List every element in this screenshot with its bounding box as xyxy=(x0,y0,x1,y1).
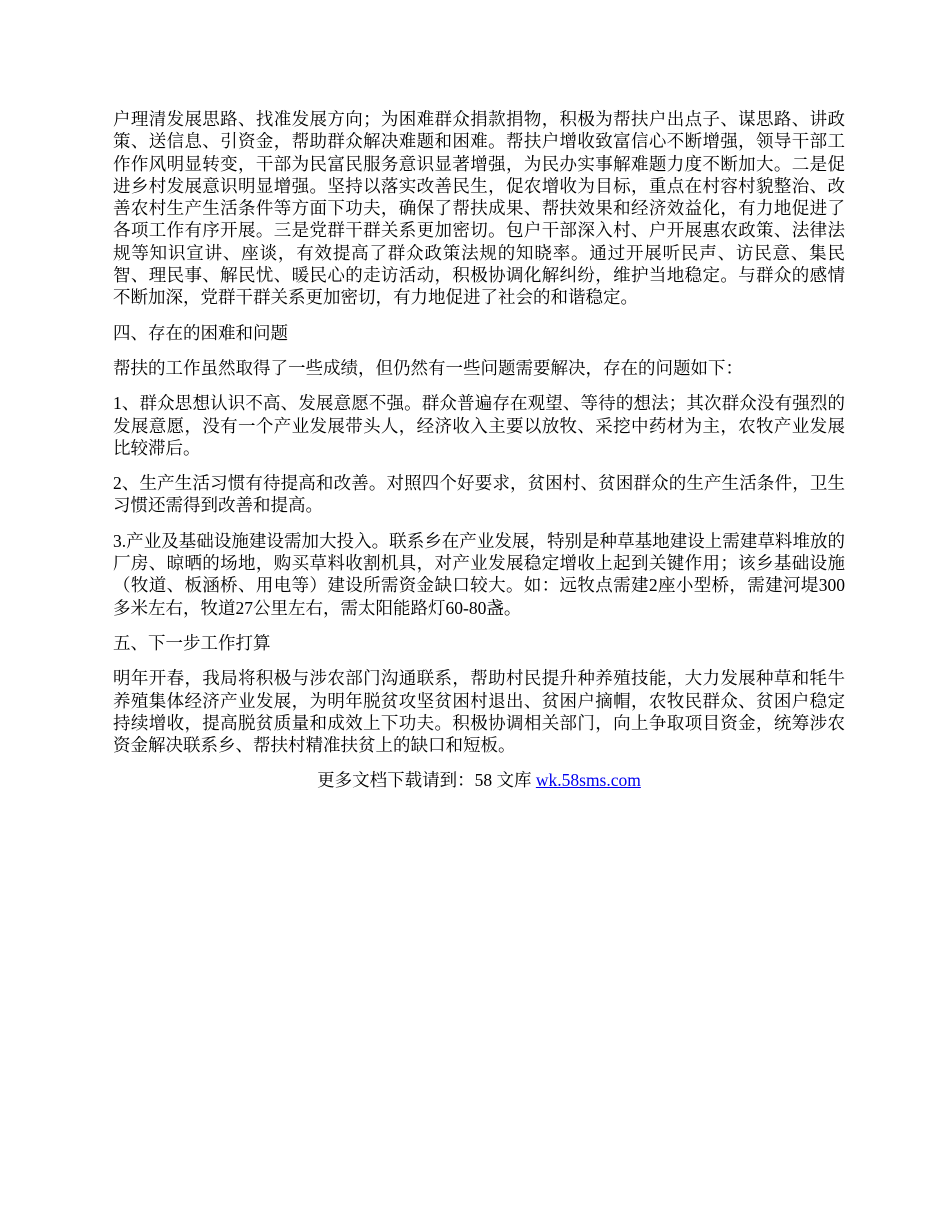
paragraph-problem-3: 3.产业及基础设施建设需加大投入。联系乡在产业发展，特别是种草基地建设上需建草料堆放的厂房、晾晒的场地，购买草料收割机具，对产业发展稳定增收上起到关键作用；该乡基础设施（牧道、板涵桥、用电等）建设所需资金缺口较大。如：远牧点需建2座小型桥，需建河堤300多米左右，牧道27公里左右，需太阳能路灯60-80盏。 xyxy=(113,530,845,618)
section-heading-difficulties: 四、存在的困难和问题 xyxy=(113,322,288,343)
footer-text: 更多文档下载请到：58 文库 xyxy=(317,770,536,791)
document-body xyxy=(113,108,845,792)
paragraph-next-steps: 明年开春，我局将积极与涉农部门沟通联系，帮助村民提升种养殖技能，大力发展种草和牦牛养殖集体经济产业发展，为明年脱贫攻坚贫困村退出、贫困户摘帽，农牧民群众、贫困户稳定持续增收，提高脱贫质量和成效上下功夫。积极协调相关部门，向上争取项目资金，统筹涉农资金解决联系乡、帮扶村精准扶贫上的缺口和短板。 xyxy=(113,668,845,756)
paragraph-problem-2: 2、生产生活习惯有待提高和改善。对照四个好要求，贫困村、贫困群众的生产生活条件，卫生习惯还需得到改善和提高。 xyxy=(113,473,845,516)
paragraph-benefits: 户理清发展思路、找准发展方向；为困难群众捐款捐物，积极为帮扶户出点子、谋思路、讲政策、送信息、引资金，帮助群众解决难题和困难。帮扶户增收致富信心不断增强，领导干部工作作风明显转变，干部为民富民服务意识显著增强，为民办实事解难题力度不断加大。二是促进乡村发展意识明显增强。坚持以落实改善民生，促农增收为目标，重点在村容村貌整治、改善农村生产生活条件等方面下功夫，确保了帮扶成果、帮扶效果和经济效益化，有力地促进了各项工作有序开展。三是党群干群关系更加密切。包户干部深入村、户开展惠农政策、法律法规等知识宣讲、座谈，有效提高了群众政策法规的知晓率。通过开展听民声、访民意、集民智、理民事、解民忧、暖民心的走访活动，积极协调化解纠纷，维护当地稳定。与群众的感情不断加深，党群干群关系更加密切，有力地促进了社会的和谐稳定。 xyxy=(113,109,845,308)
download-footer xyxy=(113,769,845,791)
paragraph-problem-1: 1、群众思想认识不高、发展意愿不强。群众普遍存在观望、等待的想法；其次群众没有强烈的发展意愿，没有一个产业发展带头人，经济收入主要以放牧、采挖中药材为主，农牧产业发展比较滞后。 xyxy=(113,393,845,458)
section-heading-next-steps: 五、下一步工作打算 xyxy=(113,632,271,653)
footer-link[interactable]: wk.58sms.com xyxy=(535,770,641,791)
paragraph-problems-intro: 帮扶的工作虽然取得了一些成绩，但仍然有一些问题需要解决，存在的问题如下： xyxy=(113,357,743,378)
